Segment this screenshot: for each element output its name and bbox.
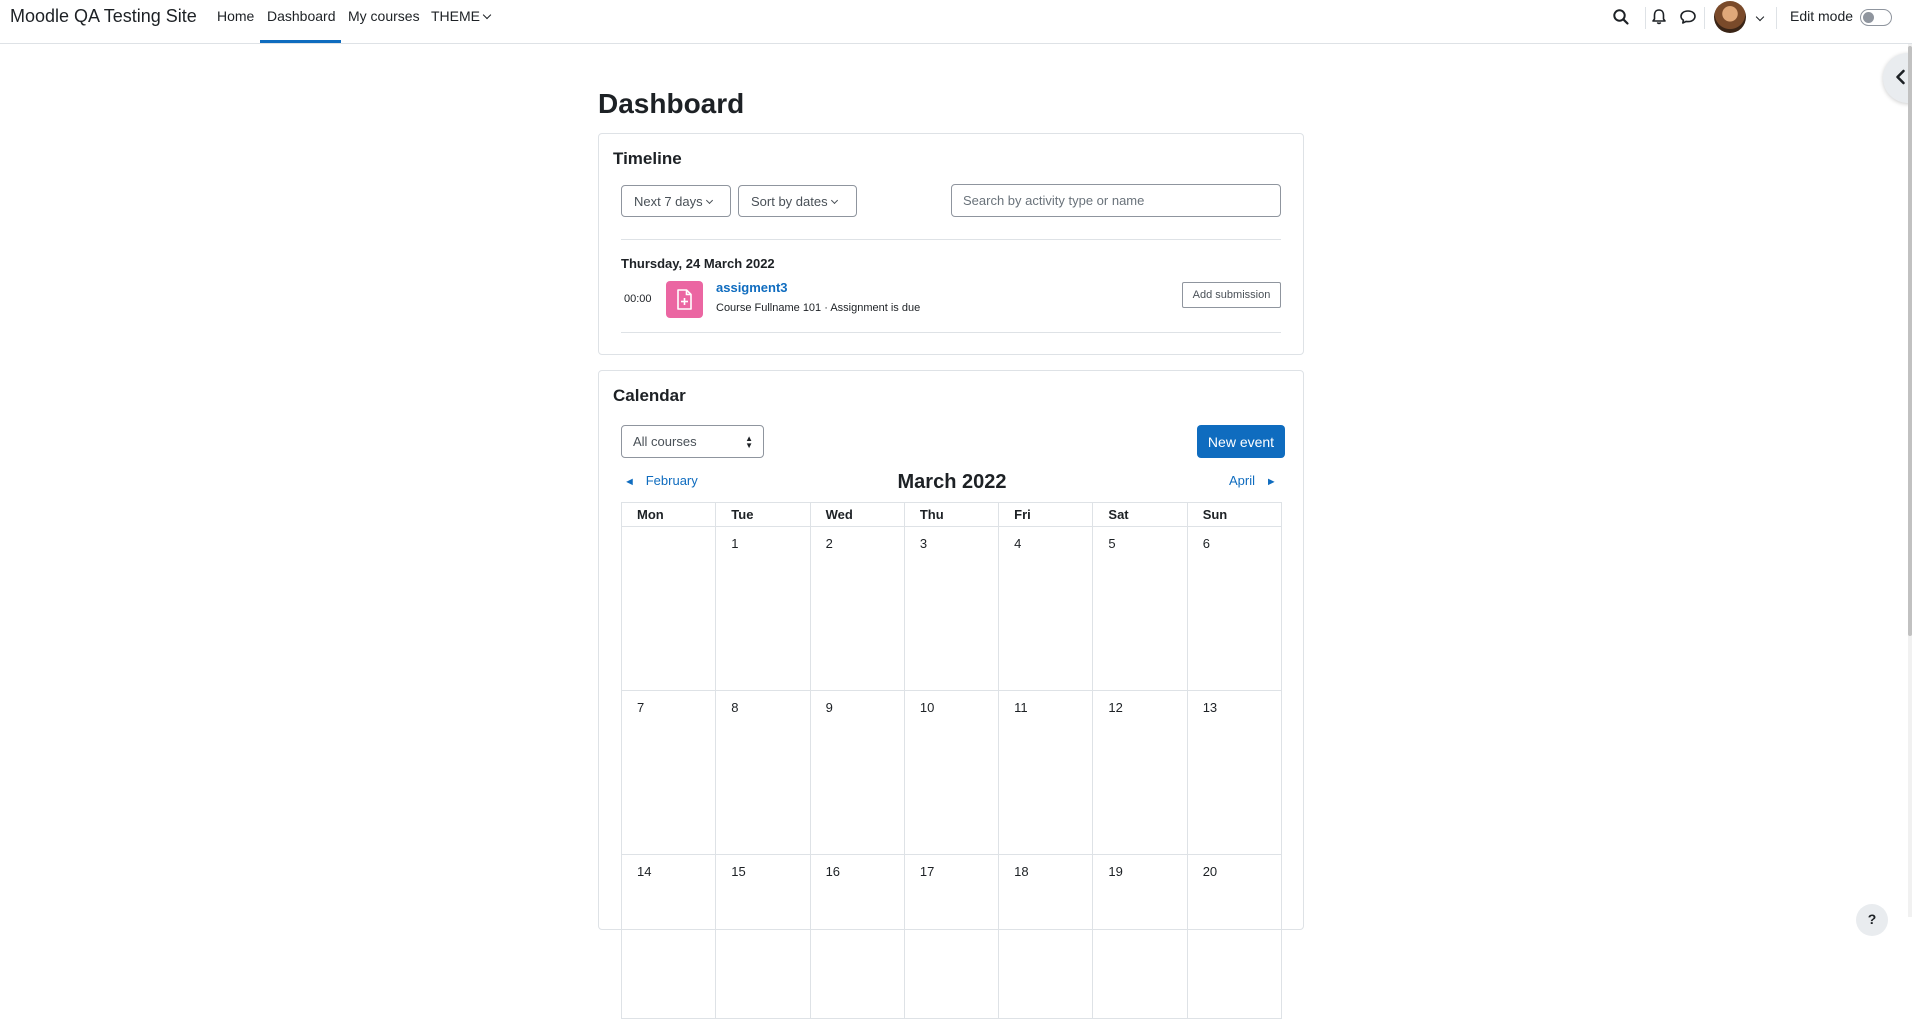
calendar-day-cell[interactable]: 5 — [1093, 527, 1187, 691]
weekday-header: Sat — [1093, 503, 1187, 527]
day-filter-label: Next 7 days — [634, 193, 703, 209]
current-month: March 2022 — [897, 471, 1007, 493]
nav-theme-label: THEME — [431, 8, 480, 24]
calendar-week-row — [622, 691, 1282, 855]
edit-mode-label: Edit mode — [1790, 8, 1854, 24]
page-title: Dashboard — [598, 88, 745, 119]
chevron-down-icon — [831, 196, 838, 203]
calendar-day-cell[interactable]: 17 — [904, 855, 998, 1019]
event-name-link[interactable]: assigment3 — [716, 280, 788, 295]
nav-active-indicator — [260, 40, 341, 43]
nav-divider — [1645, 7, 1646, 29]
timeline-sort-dropdown[interactable] — [738, 185, 857, 217]
prev-month-link[interactable] — [624, 473, 698, 488]
next-month-label: April — [1229, 473, 1256, 488]
weekday-header: Wed — [810, 503, 904, 527]
calendar-day-cell[interactable]: 14 — [622, 855, 716, 1019]
arrow-left-icon: ◄ — [624, 476, 635, 488]
calendar-day-cell[interactable]: 11 — [999, 691, 1093, 855]
nav-dashboard[interactable]: Dashboard — [267, 8, 336, 24]
calendar-day-cell[interactable]: 20 — [1187, 855, 1281, 1019]
site-name[interactable]: Moodle QA Testing Site — [10, 6, 197, 26]
calendar-day-cell[interactable]: 19 — [1093, 855, 1187, 1019]
assignment-icon — [666, 281, 703, 318]
scrollbar-thumb[interactable] — [1908, 46, 1912, 636]
top-navbar — [0, 0, 1912, 44]
nav-divider — [1776, 7, 1777, 29]
calendar-week-row — [622, 855, 1282, 1019]
calendar-day-cell[interactable]: 3 — [904, 527, 998, 691]
timeline-search-input[interactable] — [951, 184, 1281, 217]
weekday-header-row — [622, 503, 1282, 527]
course-filter-value: All courses — [633, 434, 697, 449]
calendar-day-cell[interactable]: 12 — [1093, 691, 1187, 855]
bell-icon[interactable] — [1649, 7, 1669, 27]
calendar-day-cell[interactable]: 16 — [810, 855, 904, 1019]
calendar-week-row — [622, 527, 1282, 691]
nav-my-courses[interactable]: My courses — [348, 8, 420, 24]
chevron-left-icon — [1894, 69, 1908, 85]
calendar-block — [598, 370, 1304, 930]
calendar-day-cell[interactable]: 6 — [1187, 527, 1281, 691]
edit-mode-toggle[interactable] — [1860, 9, 1892, 26]
calendar-day-cell[interactable]: 9 — [810, 691, 904, 855]
calendar-day-cell[interactable] — [622, 527, 716, 691]
messages-icon[interactable] — [1678, 7, 1698, 27]
user-menu-chevron-down-icon[interactable] — [1756, 13, 1764, 21]
search-icon[interactable] — [1611, 7, 1631, 27]
chevron-down-icon — [706, 196, 713, 203]
nav-divider — [1704, 7, 1705, 29]
calendar-month-grid — [621, 502, 1282, 1019]
user-avatar[interactable] — [1714, 1, 1746, 33]
arrow-right-icon: ► — [1265, 476, 1277, 488]
weekday-header: Thu — [904, 503, 998, 527]
weekday-header: Tue — [716, 503, 810, 527]
sort-label: Sort by dates — [751, 193, 828, 209]
calendar-day-cell[interactable]: 4 — [999, 527, 1093, 691]
new-event-button[interactable]: New event — [1197, 425, 1285, 458]
nav-home[interactable]: Home — [217, 8, 255, 24]
weekday-header: Mon — [622, 503, 716, 527]
calendar-day-cell[interactable]: 15 — [716, 855, 810, 1019]
calendar-day-cell[interactable]: 8 — [716, 691, 810, 855]
weekday-header: Fri — [999, 503, 1093, 527]
prev-month-label: February — [645, 473, 698, 488]
weekday-header: Sun — [1187, 503, 1281, 527]
add-submission-button[interactable]: Add submission — [1182, 282, 1281, 308]
divider — [621, 239, 1281, 240]
calendar-title: Calendar — [613, 386, 686, 405]
event-meta: Course Fullname 101 · Assignment is due — [716, 302, 921, 314]
event-time: 00:00 — [624, 293, 652, 305]
calendar-day-cell[interactable]: 2 — [810, 527, 904, 691]
course-filter-select[interactable] — [621, 425, 764, 458]
calendar-day-cell[interactable]: 7 — [622, 691, 716, 855]
select-arrows-icon: ▲ ▼ — [745, 434, 753, 450]
calendar-day-cell[interactable]: 1 — [716, 527, 810, 691]
calendar-day-cell[interactable]: 10 — [904, 691, 998, 855]
divider — [621, 332, 1281, 333]
nav-theme[interactable] — [431, 8, 490, 24]
timeline-day-filter-dropdown[interactable] — [621, 185, 731, 217]
timeline-date-heading: Thursday, 24 March 2022 — [621, 256, 775, 271]
timeline-block — [598, 133, 1304, 355]
calendar-day-cell[interactable]: 18 — [999, 855, 1093, 1019]
chevron-down-icon — [483, 11, 491, 19]
calendar-day-cell[interactable]: 13 — [1187, 691, 1281, 855]
help-button[interactable]: ? — [1856, 904, 1888, 936]
next-month-link[interactable] — [1229, 473, 1277, 488]
timeline-title: Timeline — [613, 149, 682, 168]
